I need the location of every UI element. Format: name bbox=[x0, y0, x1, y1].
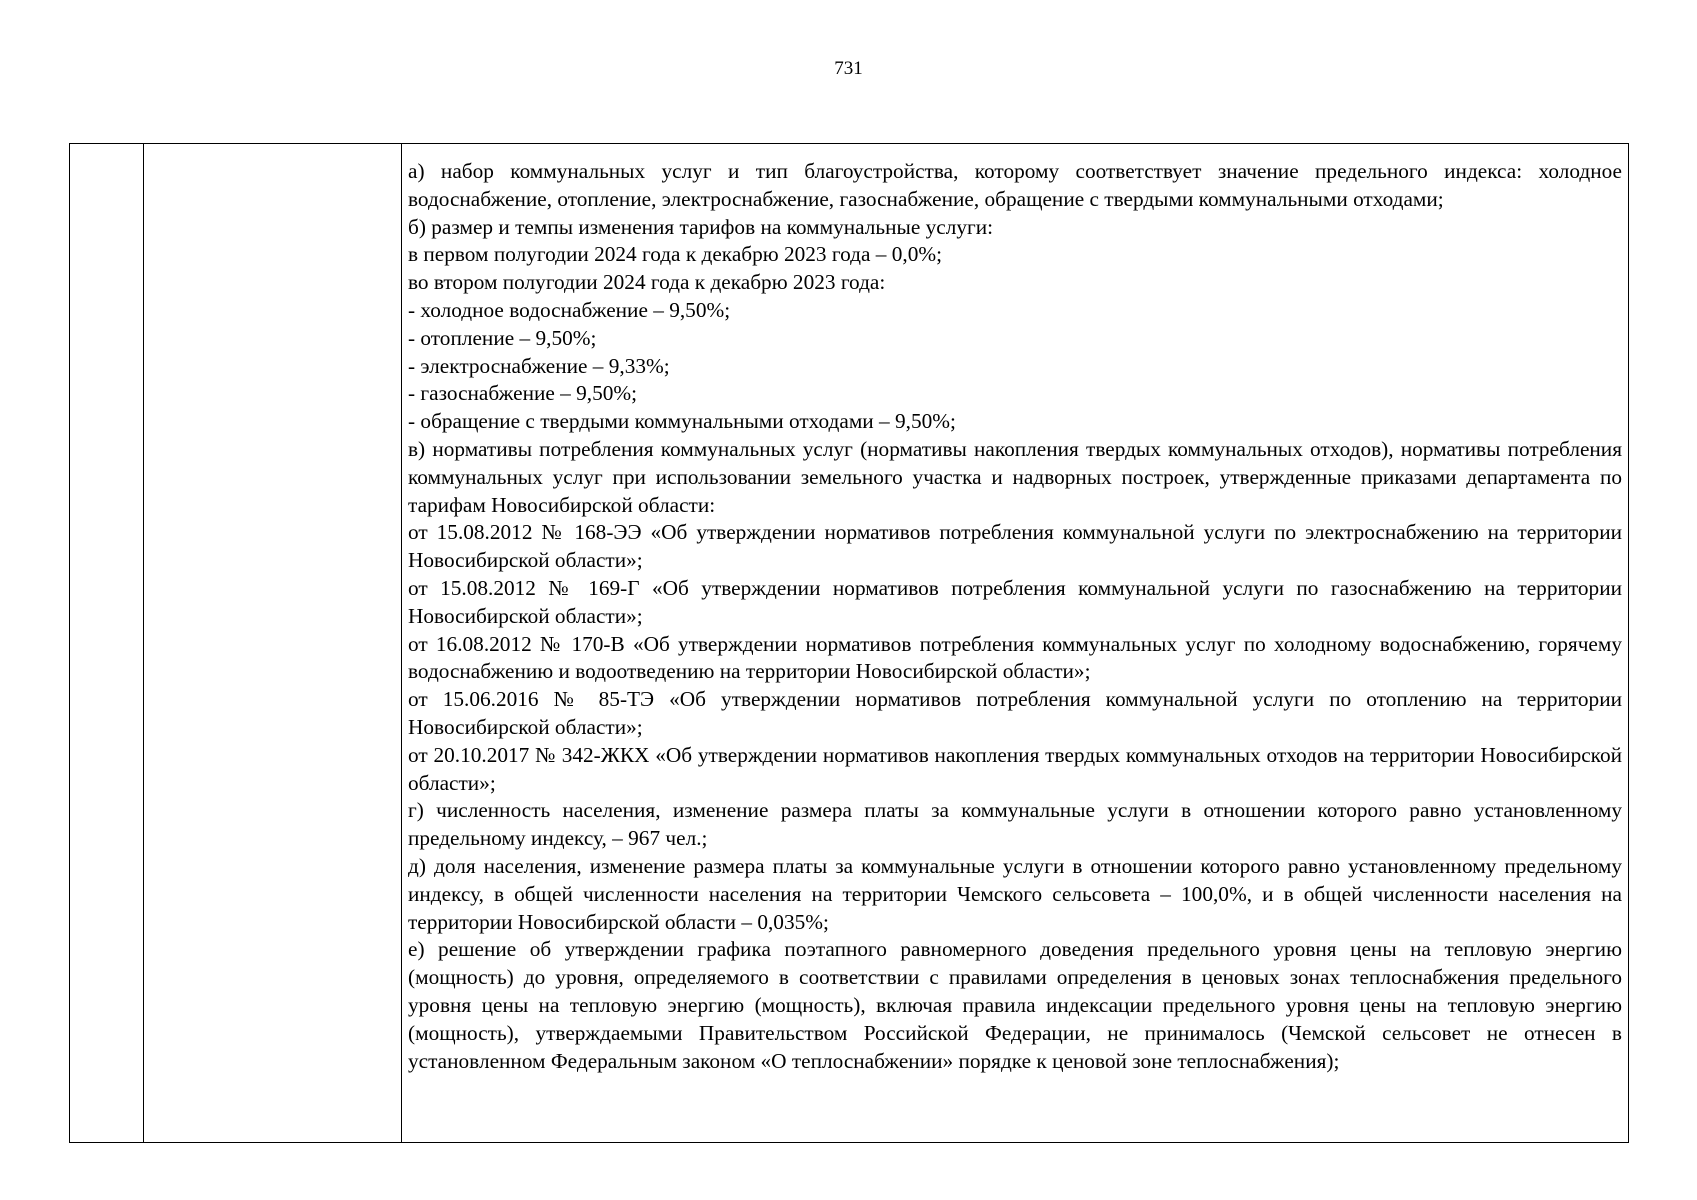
paragraph-b-first-half: в первом полугодии 2024 года к декабрю 2023 года – 0,0%; bbox=[408, 242, 943, 267]
table-cell-title bbox=[144, 144, 402, 1143]
table-cell-content bbox=[402, 144, 1629, 1143]
paragraph-b: б) размер и темпы изменения тарифов на коммунальные услуги: bbox=[408, 214, 994, 239]
paragraph-v: в) нормативы потребления коммунальных услуг (нормативы накопления твердых коммунальных отходов), нормативы потребления коммунальных услуг при использовании земельного участка и надворных построек, утвержденные приказами департамента по тарифам Новосибирской области: bbox=[408, 436, 1622, 517]
table-row bbox=[70, 144, 1629, 1143]
list-item-electricity: - электроснабжение – 9,33%; bbox=[408, 353, 670, 378]
paragraph-b-second-half: во втором полугодии 2024 года к декабрю 2023 года: bbox=[408, 270, 886, 295]
order-170-v: от 16.08.2012 № 170-В «Об утверждении нормативов потребления коммунальных услуг по холодному водоснабжению, горячему водоснабжению и водоотведению на территории Новосибирской области»; bbox=[408, 631, 1622, 684]
order-85-te: от 15.06.2016 № 85-ТЭ «Об утверждении нормативов потребления коммунальной услуги по отоплению на территории Новосибирской области»; bbox=[408, 687, 1622, 739]
paragraph-e: е) решение об утверждении графика поэтапного равномерного доведения предельного уровня цены на тепловую энергию (мощность) до уровня, определяемого в соответствии с правилами определения в ценовых зонах теплоснабжения предельного уровня цены на тепловую энергию (мощность), включая правила индексации предельного уровня цены на тепловую энергию (мощность), утверждаемыми Правительством Российской Федерации, не принималось (Чемской сельсовет не отнесен в установленном Федеральным законом «О теплоснабжении» порядке к ценовой зоне теплоснабжения); bbox=[408, 937, 1622, 1073]
order-168-ee: от 15.08.2012 № 168-ЭЭ «Об утверждении нормативов потребления коммунальной услуги по электроснабжению на территории Новосибирской области»; bbox=[408, 520, 1622, 573]
table-cell-number bbox=[70, 144, 144, 1143]
order-169-g: от 15.08.2012 № 169-Г «Об утверждении нормативов потребления коммунальной услуги по газоснабжению на территории Новосибирской области»; bbox=[408, 575, 1622, 628]
list-item-cold-water: - холодное водоснабжение – 9,50%; bbox=[408, 297, 731, 322]
list-item-gas: - газоснабжение – 9,50%; bbox=[408, 381, 638, 406]
order-342-zhkh: от 20.10.2017 № 342-ЖКХ «Об утверждении нормативов накопления твердых коммунальных отходов на территории Новосибирской области»; bbox=[408, 742, 1622, 795]
document-table bbox=[69, 143, 1629, 1143]
paragraph-g: г) численность населения, изменение размера платы за коммунальные услуги в отношении которого равно установленному предельному индексу, – 967 чел.; bbox=[408, 798, 1622, 851]
page-number: 731 bbox=[834, 58, 863, 79]
paragraph-d: д) доля населения, изменение размера платы за коммунальные услуги в отношении которого равно установленному предельному индексу, в общей численности населения на территории Чемского сельсовета – 100,0%, и в общей численности населения на территории Новосибирской области – 0,035%; bbox=[408, 853, 1622, 934]
paragraph-a: а) набор коммунальных услуг и тип благоустройства, которому соответствует значение предельного индекса: холодное водоснабжение, отопление, электроснабжение, газоснабжение, обращение с твердыми коммунальными отходами; bbox=[408, 159, 1622, 211]
list-item-heating: - отопление – 9,50%; bbox=[408, 325, 597, 350]
list-item-solid-waste: - обращение с твердыми коммунальными отходами – 9,50%; bbox=[408, 409, 956, 434]
